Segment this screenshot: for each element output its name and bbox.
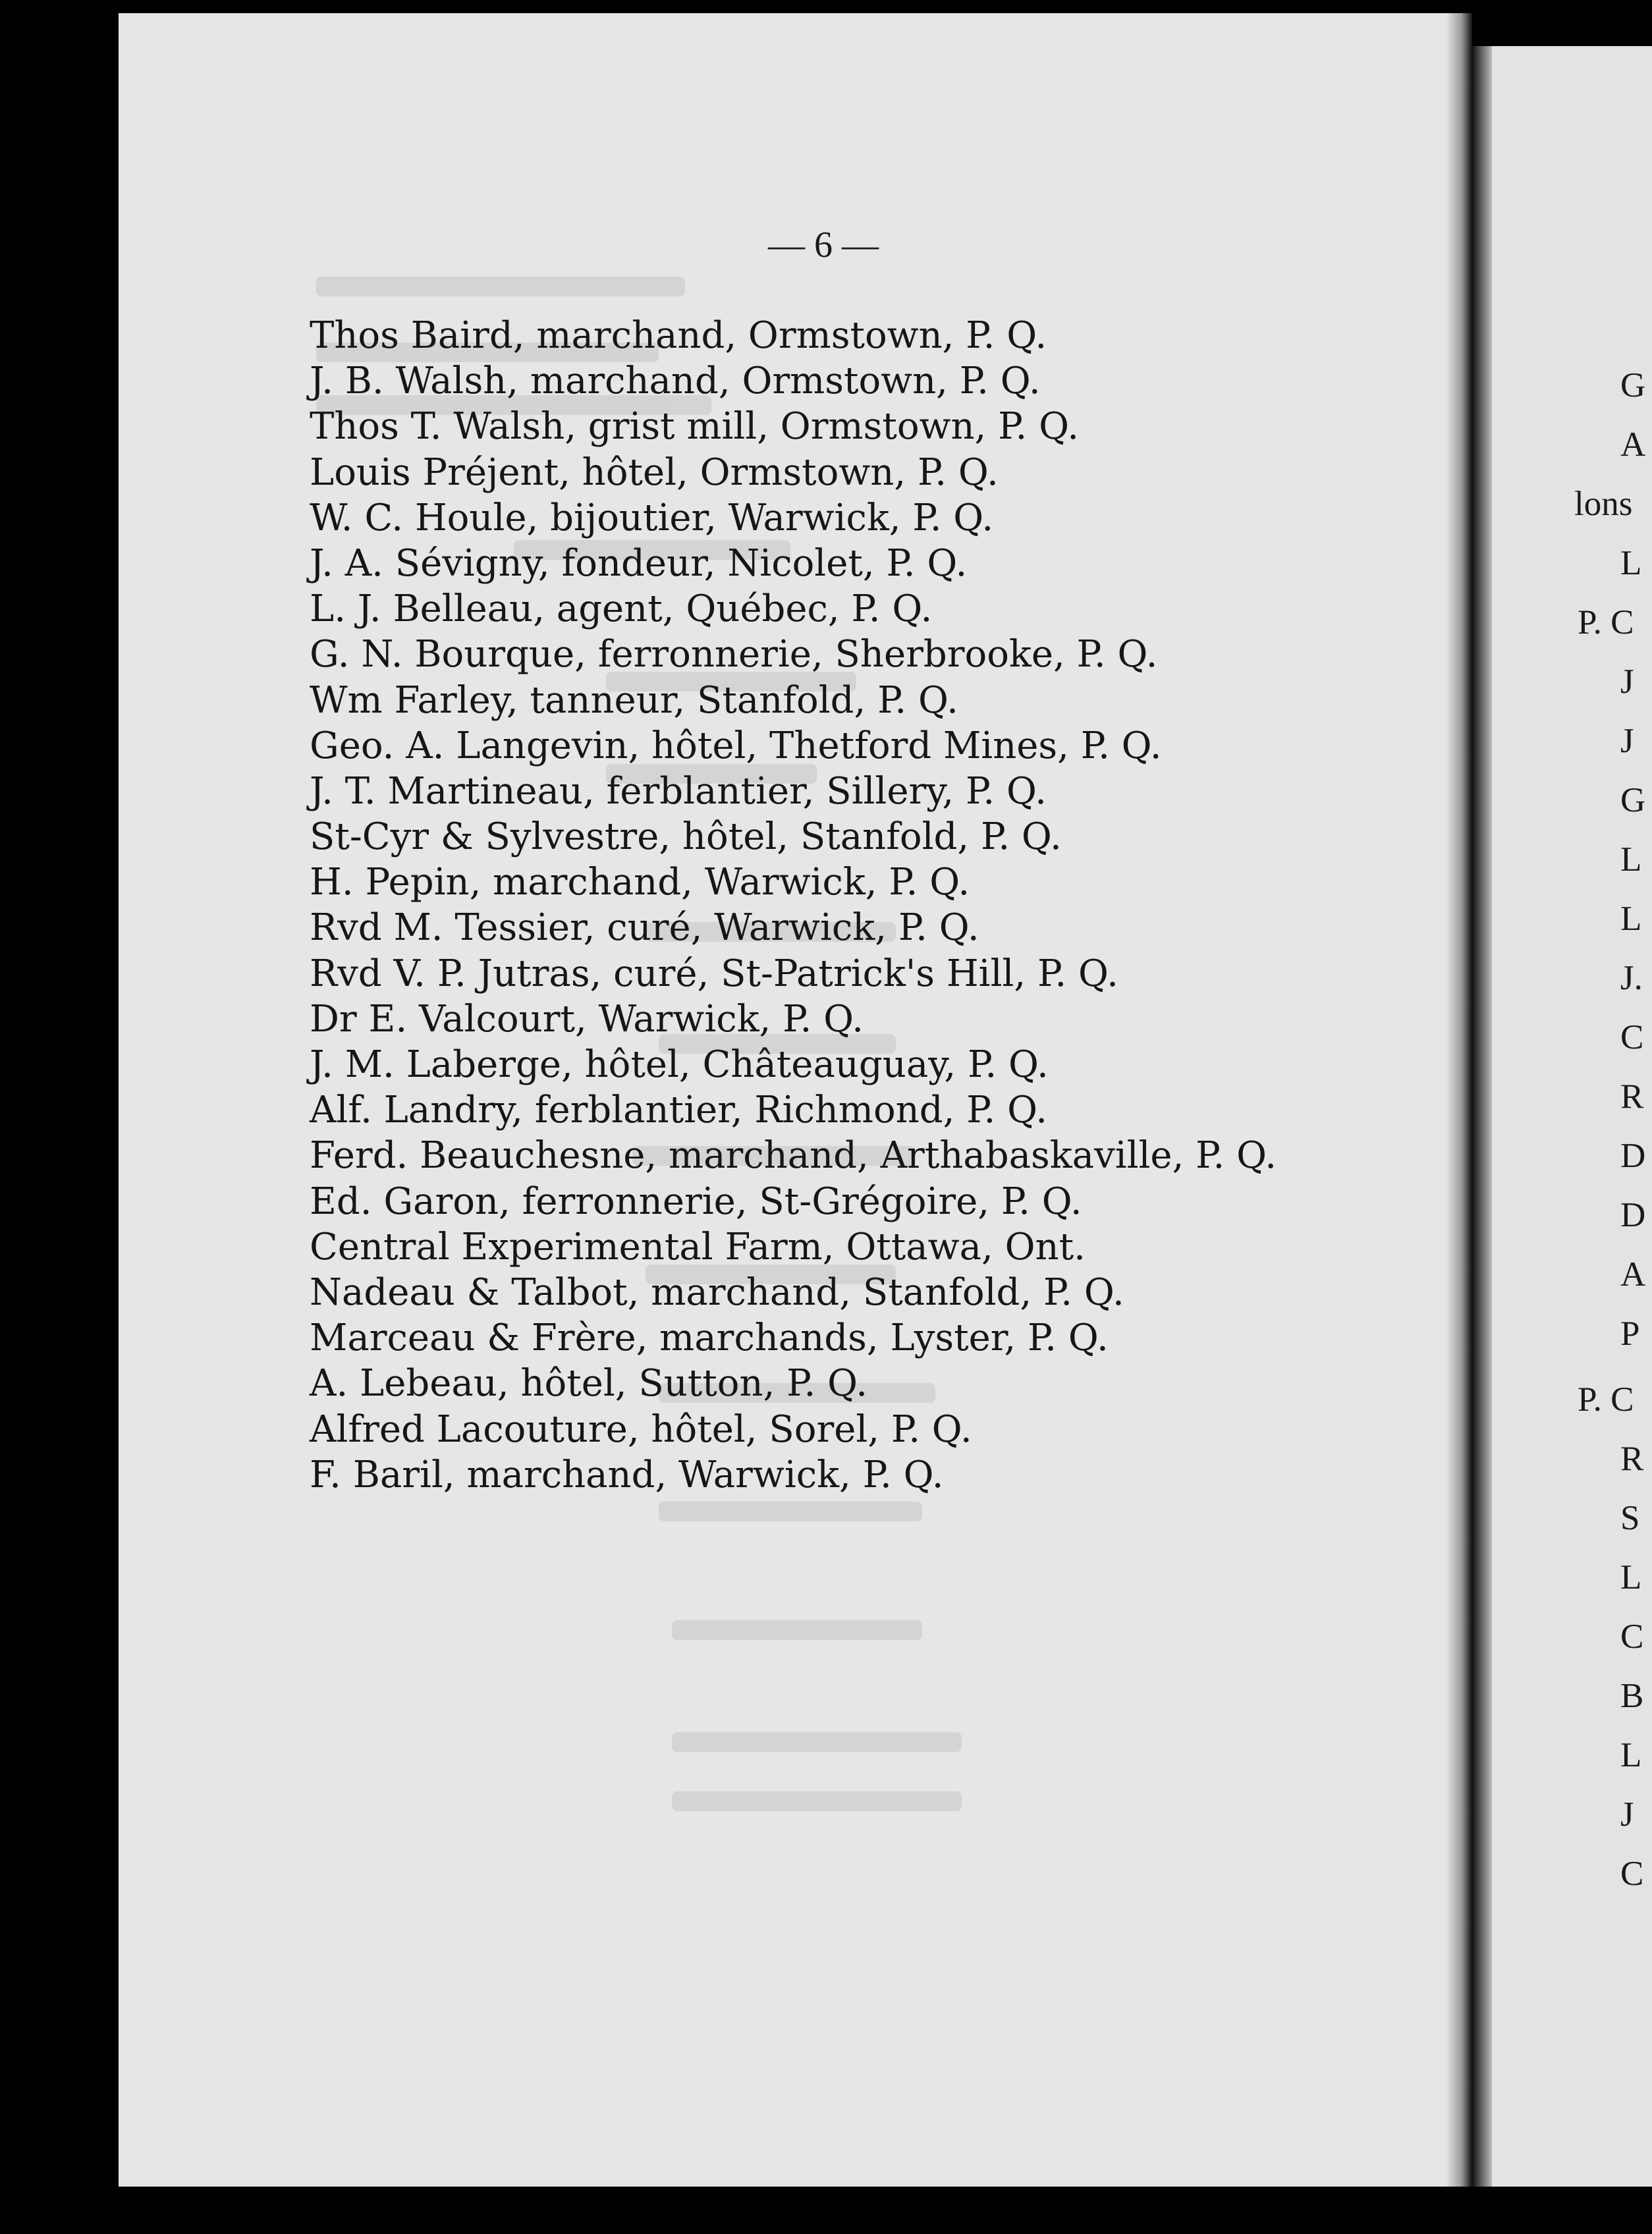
directory-entry: F. Baril, marchand, Warwick, P. Q. xyxy=(310,1453,944,1496)
adjacent-page-fragments xyxy=(1564,0,1652,2234)
adjacent-page-fragment: P xyxy=(1620,1315,1640,1353)
directory-entry: L. J. Belleau, agent, Québec, P. Q. xyxy=(310,587,933,631)
directory-entry: Alfred Lacouture, hôtel, Sorel, P. Q. xyxy=(310,1407,972,1451)
adjacent-page-fragment: L xyxy=(1620,840,1642,879)
adjacent-page-fragment: J xyxy=(1620,722,1634,760)
gutter-shadow xyxy=(1472,46,1492,2187)
directory-entry: Thos Baird, marchand, Ormstown, P. Q. xyxy=(310,314,1047,357)
directory-entry: Geo. A. Langevin, hôtel, Thetford Mines, P. Q. xyxy=(310,724,1162,767)
adjacent-page-fragment: D xyxy=(1620,1137,1646,1175)
directory-entry: Rvd V. P. Jutras, curé, St-Patrick's Hill, P. Q. xyxy=(310,952,1118,995)
adjacent-page-fragment: L xyxy=(1620,1736,1642,1774)
directory-entry: J. A. Sévigny, fondeur, Nicolet, P. Q. xyxy=(310,541,968,585)
page-fold-shadow xyxy=(1446,13,1472,2187)
directory-entry: J. T. Martineau, ferblantier, Sillery, P. Q. xyxy=(310,769,1047,813)
directory-entry: G. N. Bourque, ferronnerie, Sherbrooke, P. Q. xyxy=(310,633,1158,676)
adjacent-page-fragment: L xyxy=(1620,900,1642,938)
adjacent-page-fragment: G xyxy=(1620,781,1646,819)
directory-entry: Central Experimental Farm, Ottawa, Ont. xyxy=(310,1225,1086,1268)
page-number: — 6 — xyxy=(768,225,879,265)
directory-entry: Dr E. Valcourt, Warwick, P. Q. xyxy=(310,997,864,1041)
directory-entry: A. Lebeau, hôtel, Sutton, P. Q. xyxy=(310,1362,868,1405)
directory-entry: Louis Préjent, hôtel, Ormstown, P. Q. xyxy=(310,450,999,494)
directory-entry: Marceau & Frère, marchands, Lyster, P. Q. xyxy=(310,1317,1109,1360)
adjacent-page-fragment: R xyxy=(1620,1440,1644,1478)
directory-entry: Ferd. Beauchesne, marchand, Arthabaskaville, P. Q. xyxy=(310,1134,1277,1178)
directory-entry: Nadeau & Talbot, marchand, Stanfold, P. Q. xyxy=(310,1270,1124,1314)
adjacent-page-fragment: J. xyxy=(1620,959,1643,997)
directory-entry: W. C. Houle, bijoutier, Warwick, P. Q. xyxy=(310,496,994,539)
adjacent-page-fragment: C xyxy=(1620,1018,1644,1056)
adjacent-page-fragment: A xyxy=(1620,425,1646,464)
adjacent-page-fragment: C xyxy=(1620,1855,1644,1893)
adjacent-page-fragment: L xyxy=(1620,1558,1642,1596)
directory-entry: J. B. Walsh, marchand, Ormstown, P. Q. xyxy=(310,360,1041,403)
adjacent-page-fragment: G xyxy=(1620,366,1646,404)
adjacent-page-fragment: B xyxy=(1620,1677,1644,1715)
directory-list xyxy=(310,313,1277,1498)
adjacent-page-fragment: P. C xyxy=(1578,1380,1634,1419)
directory-entry: St-Cyr & Sylvestre, hôtel, Stanfold, P. Q. xyxy=(310,815,1062,859)
adjacent-page-fragment: P. C xyxy=(1578,603,1634,641)
adjacent-page-fragment: C xyxy=(1620,1618,1644,1656)
adjacent-page-fragment: D xyxy=(1620,1196,1646,1234)
directory-entry: Rvd M. Tessier, curé, Warwick, P. Q. xyxy=(310,906,979,950)
adjacent-page-fragment: lons xyxy=(1574,485,1633,523)
directory-entry: H. Pepin, marchand, Warwick, P. Q. xyxy=(310,861,970,904)
adjacent-page-fragment: J xyxy=(1620,663,1634,701)
adjacent-page-fragment: R xyxy=(1620,1077,1644,1116)
adjacent-page-fragment: A xyxy=(1620,1255,1646,1294)
adjacent-page-fragment: J xyxy=(1620,1795,1634,1834)
directory-entry: Thos T. Walsh, grist mill, Ormstown, P. Q. xyxy=(310,405,1079,449)
directory-entry: J. M. Laberge, hôtel, Châteauguay, P. Q. xyxy=(310,1043,1049,1086)
directory-entry: Wm Farley, tanneur, Stanfold, P. Q. xyxy=(310,678,958,722)
adjacent-page-fragment: L xyxy=(1620,544,1642,582)
directory-entry: Alf. Landry, ferblantier, Richmond, P. Q. xyxy=(310,1089,1048,1132)
directory-entry: Ed. Garon, ferronnerie, St-Grégoire, P. Q. xyxy=(310,1180,1082,1223)
adjacent-page-fragment: S xyxy=(1620,1499,1640,1537)
